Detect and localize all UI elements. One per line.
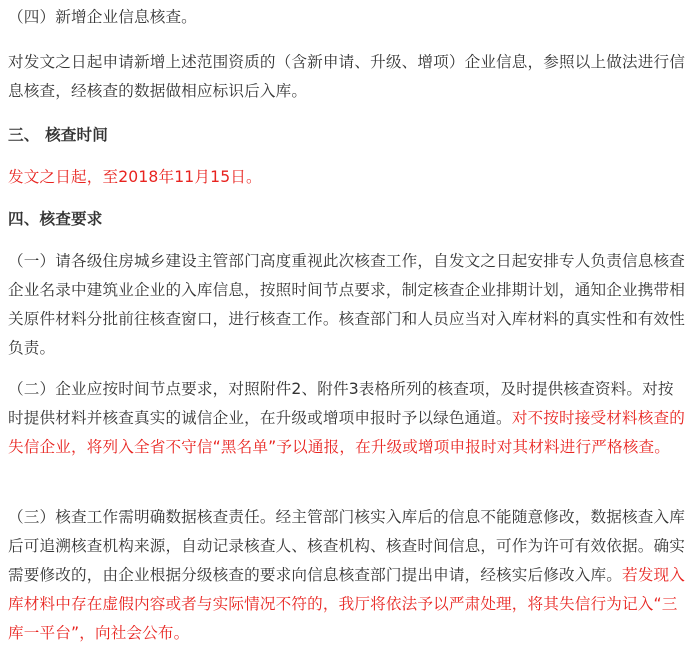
requirement-2-highlight-text: 对不按时接受材料核查的失信企业，将列入全省不守信“黑名单”予以通报，在升级或增项申报时对其材料进行严格核查。: [8, 409, 685, 456]
paragraph-new-enterprise-check: 对发文之日起申请新增上述范围资质的（含新申请、升级、增项）企业信息，参照以上做法进行信息核查，经核查的数据做相应标识后入库。: [8, 53, 685, 100]
requirement-3-highlight-text: 若发现入库材料中存在虚假内容或者与实际情况不符的，我厅将依法予以严肃处理，将其失信行为记入“三库一平台”，向社会公布。: [8, 566, 685, 642]
requirement-paragraph-2: [8, 375, 686, 462]
section-heading-check-time: 三、 核查时间: [8, 126, 109, 144]
section-4-subitem-heading: （四）新增企业信息核查。: [8, 8, 197, 26]
requirement-3-normal-text: （三）核查工作需明确数据核查责任。经主管部门核实入库后的信息不能随意修改，数据核查入库后可追溯核查机构来源，自动记录核查人、核查机构、核查时间信息，可作为许可有效依据。确实需要修改的，由企业根据分级核查的要求向信息核查部门提出申请，经核实后修改入库。: [8, 508, 685, 584]
requirement-paragraph-1: （一）请各级住房城乡建设主管部门高度重视此次核查工作，自发文之日起安排专人负责信息核查企业名录中建筑业企业的入库信息，按照时间节点要求，制定核查企业排期计划，通知企业携带相关原件材料分批前往核查窗口，进行核查工作。核查部门和人员应当对入库材料的真实性和有效性负责。: [8, 252, 685, 357]
section-heading-check-requirements: 四、核查要求: [8, 210, 103, 228]
check-time-statement: 发文之日起，至2018年11月15日。: [8, 168, 262, 186]
requirement-paragraph-3: [8, 503, 686, 648]
requirement-2-normal-text: （二）企业应按时间节点要求，对照附件2、附件3表格所列的核查项，及时提供核查资料。对按时提供材料并核查真实的诚信企业，在升级或增项申报时予以绿色通道。: [8, 380, 674, 427]
